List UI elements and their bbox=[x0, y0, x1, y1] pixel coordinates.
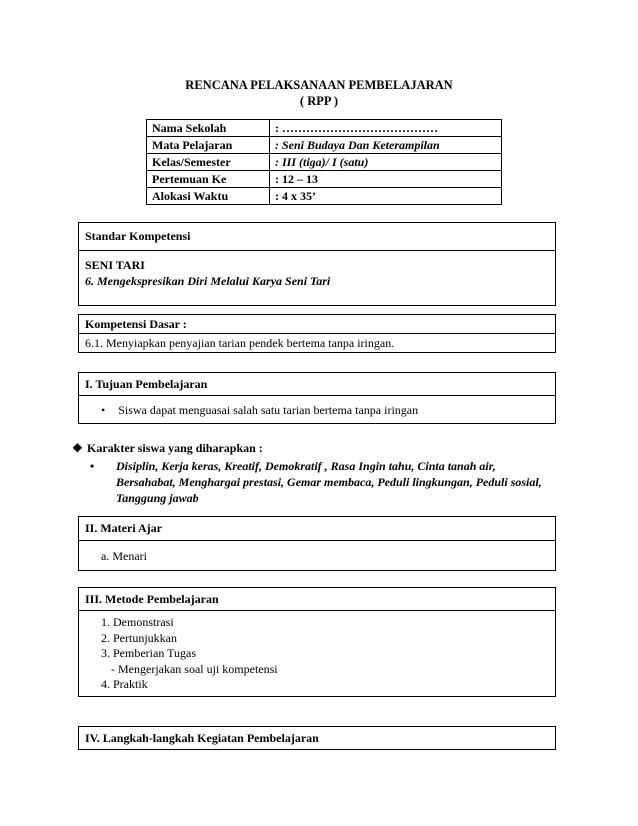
row-key: Nama Sekolah bbox=[147, 120, 270, 137]
table-row bbox=[147, 188, 502, 205]
section-header: I. Tujuan Pembelajaran bbox=[79, 373, 555, 396]
row-value: : 12 – 13 bbox=[270, 171, 502, 188]
karakter-title: Karakter siswa yang diharapkan : bbox=[87, 441, 263, 455]
list-item: 1. Demonstrasi bbox=[101, 615, 174, 629]
materi-box bbox=[78, 516, 556, 571]
table-row bbox=[147, 120, 502, 137]
competency-text: 6. Mengekspresikan Diri Melalui Karya Seni Tari bbox=[85, 274, 331, 288]
row-key: Kelas/Semester bbox=[147, 154, 270, 171]
row-key: Alokasi Waktu bbox=[147, 188, 270, 205]
table-row bbox=[147, 171, 502, 188]
section-body bbox=[79, 251, 555, 289]
karakter-line: Tanggung jawab bbox=[116, 491, 199, 505]
diamond-bullet-icon: ❖ bbox=[72, 441, 83, 455]
karakter-list bbox=[90, 458, 564, 506]
subject-label: SENI TARI bbox=[85, 258, 145, 272]
list-item: 3. Pemberian Tugas bbox=[101, 646, 197, 660]
bullet-icon: • bbox=[90, 459, 95, 473]
doc-subtitle: ( RPP ) bbox=[299, 94, 339, 108]
section-header: Standar Kompetensi bbox=[79, 223, 555, 251]
row-value: : 4 x 35’ bbox=[270, 188, 502, 205]
section-body bbox=[79, 611, 555, 693]
tujuan-box bbox=[78, 372, 556, 424]
doc-title: RENCANA PELAKSANAAN PEMBELAJARAN bbox=[185, 78, 453, 92]
bullet-icon: • bbox=[101, 403, 106, 417]
metode-box bbox=[78, 587, 556, 697]
list-item: 2. Pertunjukkan bbox=[101, 630, 177, 645]
section-body: a. Menari bbox=[101, 549, 147, 563]
objective-text: Siswa dapat menguasai salah satu tarian bertema tanpa iringan bbox=[118, 403, 419, 417]
standar-kompetensi-box bbox=[78, 222, 556, 306]
karakter-line: Bersahabat, Menghargai prestasi, Gemar membaca, Peduli lingkungan, Peduli sosial, bbox=[116, 475, 542, 489]
table-row bbox=[147, 137, 502, 154]
karakter-line: Disiplin, Kerja keras, Kreatif, Demokratif , Rasa Ingin tahu, Cinta tanah air, bbox=[116, 459, 496, 473]
row-key: Pertemuan Ke bbox=[147, 171, 270, 188]
list-subitem: - Mengerjakan soal uji kompetensi bbox=[111, 661, 278, 676]
section-body: 6.1. Menyiapkan penyajian tarian pendek bertema tanpa iringan. bbox=[85, 336, 395, 350]
row-key: Mata Pelajaran bbox=[147, 137, 270, 154]
row-value: : ………………………………… bbox=[270, 120, 502, 137]
row-value: : Seni Budaya Dan Keterampilan bbox=[270, 137, 502, 154]
kompetensi-dasar-box bbox=[78, 314, 556, 353]
section-body bbox=[79, 396, 555, 424]
table-row bbox=[147, 154, 502, 171]
section-header: Kompetensi Dasar : bbox=[79, 315, 555, 334]
langkah-box bbox=[78, 726, 556, 750]
section-header: III. Metode Pembelajaran bbox=[79, 588, 555, 611]
row-value: : III (tiga)/ I (satu) bbox=[270, 154, 502, 171]
section-header: IV. Langkah-langkah Kegiatan Pembelajaran bbox=[85, 731, 319, 745]
karakter-header bbox=[72, 440, 263, 456]
list-item: 4. Praktik bbox=[101, 677, 148, 691]
identity-table bbox=[146, 119, 502, 205]
section-header: II. Materi Ajar bbox=[79, 517, 555, 541]
